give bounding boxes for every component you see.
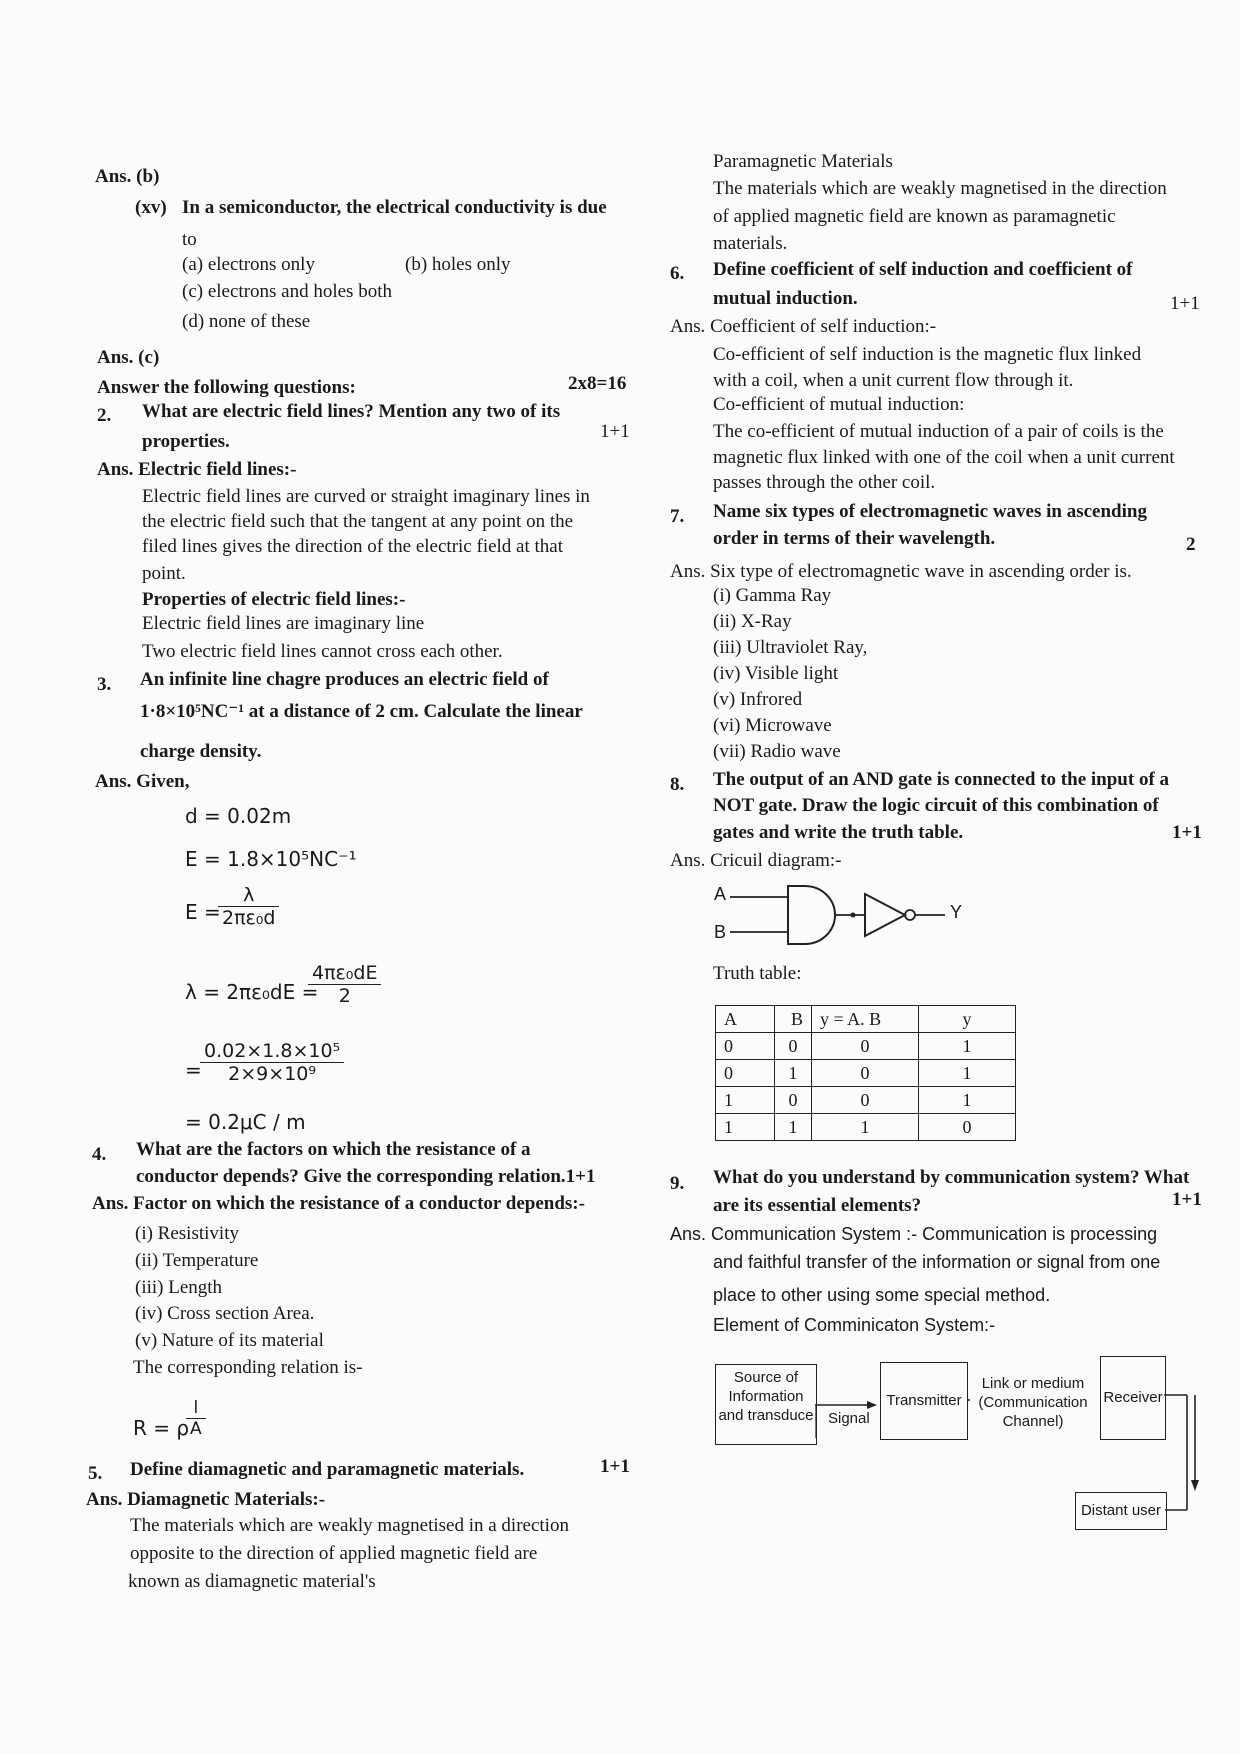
answer-text: magnetic flux linked with one of the coil when a unit current — [713, 447, 1175, 468]
table-cell: 1 — [775, 1060, 812, 1087]
question-text: The output of an AND gate is connected to the input of a — [713, 769, 1170, 790]
table-row — [716, 1060, 1016, 1087]
fraction — [200, 1040, 344, 1085]
option-d: (d) none of these — [182, 311, 311, 332]
list-item: (iv) Visible light — [713, 663, 839, 684]
list-item: (iv) Cross section Area. — [135, 1303, 315, 1324]
answer-heading: Ans. Electric field lines:- — [97, 459, 297, 480]
question-text: Define diamagnetic and paramagnetic materials. — [130, 1459, 525, 1480]
table-cell: 0 — [716, 1033, 775, 1060]
communication-diagram-lines — [815, 1360, 1205, 1540]
arrow-head — [1191, 1480, 1199, 1491]
question-text: mutual induction. — [713, 288, 858, 309]
question-text: to — [182, 229, 197, 250]
answer-text: The co-efficient of mutual induction of a pair of coils is the — [713, 421, 1164, 442]
answer-label: Ans. (b) — [95, 166, 160, 187]
question-marks: 2 — [1186, 534, 1196, 555]
output-y-label: Y — [950, 902, 963, 922]
sub-heading: Co-efficient of mutual induction: — [713, 394, 965, 415]
table-cell: 1 — [775, 1114, 812, 1141]
question-text: NOT gate. Draw the logic circuit of this combination of — [713, 795, 1159, 816]
logic-circuit — [700, 880, 980, 960]
box-line: and transduce — [718, 1407, 814, 1424]
list-item: (ii) Temperature — [135, 1250, 259, 1271]
table-cell: 0 — [812, 1033, 919, 1060]
table-cell: 0 — [919, 1114, 1016, 1141]
question-text: charge density. — [140, 741, 262, 762]
answer-text: point. — [142, 563, 186, 584]
table-cell: 1 — [716, 1087, 775, 1114]
answer-label: Ans. Given, — [95, 771, 190, 792]
question-text: are its essential elements? — [713, 1195, 922, 1216]
list-item: (iii) Ultraviolet Ray, — [713, 637, 868, 658]
denominator: 2 — [338, 985, 351, 1007]
table-cell: 1 — [812, 1114, 919, 1141]
question-number: 6. — [670, 263, 685, 284]
box-line: Information — [728, 1388, 804, 1405]
option-a: (a) electrons only — [182, 254, 315, 275]
question-number: 3. — [97, 674, 112, 695]
answer-text: Co-efficient of self induction is the magnetic flux linked — [713, 344, 1142, 365]
list-item: (ii) X-Ray — [713, 611, 792, 632]
list-item: (v) Infrored — [713, 689, 803, 710]
numerator: λ — [218, 884, 279, 907]
answer-text: The materials which are weakly magnetised in the direction — [713, 178, 1167, 199]
equation-lhs: E = — [185, 900, 221, 924]
question-marks: 1+1 — [600, 421, 630, 442]
equation-line: E = 1.8×10⁵NC⁻¹ — [185, 847, 357, 871]
denominator: 2πε₀d — [222, 907, 276, 929]
arrow-head — [867, 1401, 877, 1409]
answer-text: Electric field lines are curved or straight imaginary lines in — [142, 486, 590, 507]
answer-heading: Ans. Cricuil diagram:- — [670, 850, 842, 871]
table-row — [716, 1033, 1016, 1060]
sub-heading: Paramagnetic Materials — [713, 151, 893, 172]
question-text: 1·8×10⁵NC⁻¹ at a distance of 2 cm. Calculate the linear — [140, 701, 583, 722]
header-cell: y = A. B — [812, 1006, 919, 1033]
equation-lhs: λ = 2πε₀dE = — [185, 980, 319, 1004]
answer-heading: Ans. Factor on which the resistance of a conductor depends:- — [92, 1193, 585, 1214]
list-item: (iii) Length — [135, 1277, 223, 1298]
answer-heading: Ans. Six type of electromagnetic wave in ascending order is. — [670, 561, 1132, 582]
equation-line: d = 0.02m — [185, 804, 292, 828]
question-number: 2. — [97, 405, 112, 426]
answer-text: and faithful transfer of the information or signal from one — [713, 1252, 1161, 1272]
truth-table-label: Truth table: — [713, 963, 802, 984]
question-number: 7. — [670, 506, 685, 527]
answer-text: opposite to the direction of applied magnetic field are — [130, 1543, 538, 1564]
table-cell: 0 — [775, 1087, 812, 1114]
answer-text: Two electric field lines cannot cross each other. — [142, 641, 503, 662]
table-cell: 0 — [812, 1087, 919, 1114]
header-cell: y — [919, 1006, 1016, 1033]
question-text: What are the factors on which the resistance of a — [136, 1139, 531, 1160]
list-item: (v) Nature of its material — [135, 1330, 324, 1351]
table-cell: 0 — [812, 1060, 919, 1087]
answer-text: with a coil, when a unit current flow through it. — [713, 370, 1074, 391]
answer-text: materials. — [713, 233, 788, 254]
fraction — [186, 1398, 206, 1439]
answer-text: of applied magnetic field are known as paramagnetic — [713, 206, 1116, 227]
list-item: (vii) Radio wave — [713, 741, 841, 762]
table-row — [716, 1087, 1016, 1114]
table-header-row — [716, 1006, 1016, 1033]
header-cell: A — [716, 1006, 775, 1033]
question-number: 9. — [670, 1173, 685, 1194]
question-number: 8. — [670, 774, 685, 795]
sub-heading: Properties of electric field lines:- — [142, 589, 406, 610]
signal-label: Signal — [828, 1410, 870, 1427]
answer-text: The materials which are weakly magnetised in a direction — [130, 1515, 569, 1536]
answer-text: filed lines gives the direction of the electric field at that — [142, 536, 564, 557]
fraction — [308, 962, 381, 1007]
box-line: Link or medium — [981, 1375, 1085, 1392]
question-number: 5. — [88, 1463, 103, 1484]
question-text: gates and write the truth table. — [713, 822, 964, 843]
question-number: 4. — [92, 1144, 107, 1165]
table-cell: 1 — [919, 1060, 1016, 1087]
transmitter-box: Transmitter — [880, 1362, 968, 1440]
box-line: Source of — [733, 1369, 799, 1386]
list-item: (vi) Microwave — [713, 715, 832, 736]
header-cell: B — [775, 1006, 812, 1033]
section-marks: 2x8=16 — [568, 373, 627, 394]
question-text: Name six types of electromagnetic waves in ascending — [713, 501, 1147, 522]
question-text: properties. — [142, 431, 230, 452]
question-text: In a semiconductor, the electrical conductivity is due — [182, 197, 607, 218]
answer-text: the electric field such that the tangent at any point on the — [142, 511, 574, 532]
table-row — [716, 1114, 1016, 1141]
denominator: A — [190, 1419, 202, 1439]
question-text: conductor depends? Give the corresponding relation.1+1 — [136, 1166, 596, 1187]
answer-heading: Ans. Coefficient of self induction:- — [670, 316, 937, 337]
question-text: What do you understand by communication system? What — [713, 1167, 1190, 1188]
question-text: An infinite line chagre produces an electric field of — [140, 669, 549, 690]
table-cell: 1 — [919, 1087, 1016, 1114]
list-item: (i) Resistivity — [135, 1223, 239, 1244]
question-marks: 1+1 — [1172, 822, 1202, 843]
source-box — [715, 1364, 817, 1445]
table-cell: 1 — [919, 1033, 1016, 1060]
box-line: Channel) — [1002, 1413, 1064, 1430]
answer-heading: Ans. Communication System :- Communication is processing — [670, 1224, 1158, 1244]
option-b: (b) holes only — [405, 254, 511, 275]
answer-label: Ans. (c) — [97, 347, 160, 368]
table-cell: 1 — [716, 1114, 775, 1141]
answer-text: passes through the other coil. — [713, 472, 936, 493]
question-number: (xv) — [135, 197, 167, 218]
numerator: 0.02×1.8×10⁵ — [200, 1040, 344, 1063]
fraction — [218, 884, 279, 929]
question-marks: 1+1 — [1172, 1189, 1202, 1210]
answer-text: place to other using some special method. — [713, 1285, 1051, 1305]
denominator: 2×9×10⁹ — [228, 1063, 316, 1085]
junction — [851, 913, 856, 918]
question-text: What are electric field lines? Mention any two of its — [142, 401, 561, 422]
equation-lhs: = — [185, 1058, 202, 1082]
numerator: l — [186, 1398, 206, 1419]
answer-heading: Ans. Diamagnetic Materials:- — [86, 1489, 326, 1510]
numerator: 4πε₀dE — [308, 962, 381, 985]
distant-user-box: Distant user — [1075, 1492, 1167, 1530]
not-gate — [865, 894, 905, 936]
question-marks: 1+1 — [600, 1456, 630, 1477]
answer-text: known as diamagnetic material's — [128, 1571, 376, 1592]
equation-result: = 0.2μC / m — [185, 1110, 306, 1134]
equation-lhs: R = ρ — [133, 1416, 190, 1440]
table-cell: 0 — [775, 1033, 812, 1060]
receiver-box: Receiver — [1100, 1356, 1166, 1440]
input-a-label: A — [714, 884, 727, 904]
section-heading: Answer the following questions: — [97, 377, 356, 398]
sub-heading: Element of Comminicaton System:- — [713, 1315, 996, 1335]
box-line: (Communication — [978, 1394, 1088, 1411]
question-text: Define coefficient of self induction and coefficient of — [713, 259, 1133, 280]
answer-text: The corresponding relation is- — [133, 1357, 363, 1378]
answer-text: Electric field lines are imaginary line — [142, 613, 425, 634]
and-gate — [788, 886, 835, 944]
table-cell: 0 — [716, 1060, 775, 1087]
input-b-label: B — [714, 922, 727, 942]
list-item: (i) Gamma Ray — [713, 585, 832, 606]
option-c: (c) electrons and holes both — [182, 281, 392, 302]
question-text: order in terms of their wavelength. — [713, 528, 996, 549]
question-marks: 1+1 — [1170, 293, 1200, 314]
truth-table — [715, 1005, 1016, 1141]
